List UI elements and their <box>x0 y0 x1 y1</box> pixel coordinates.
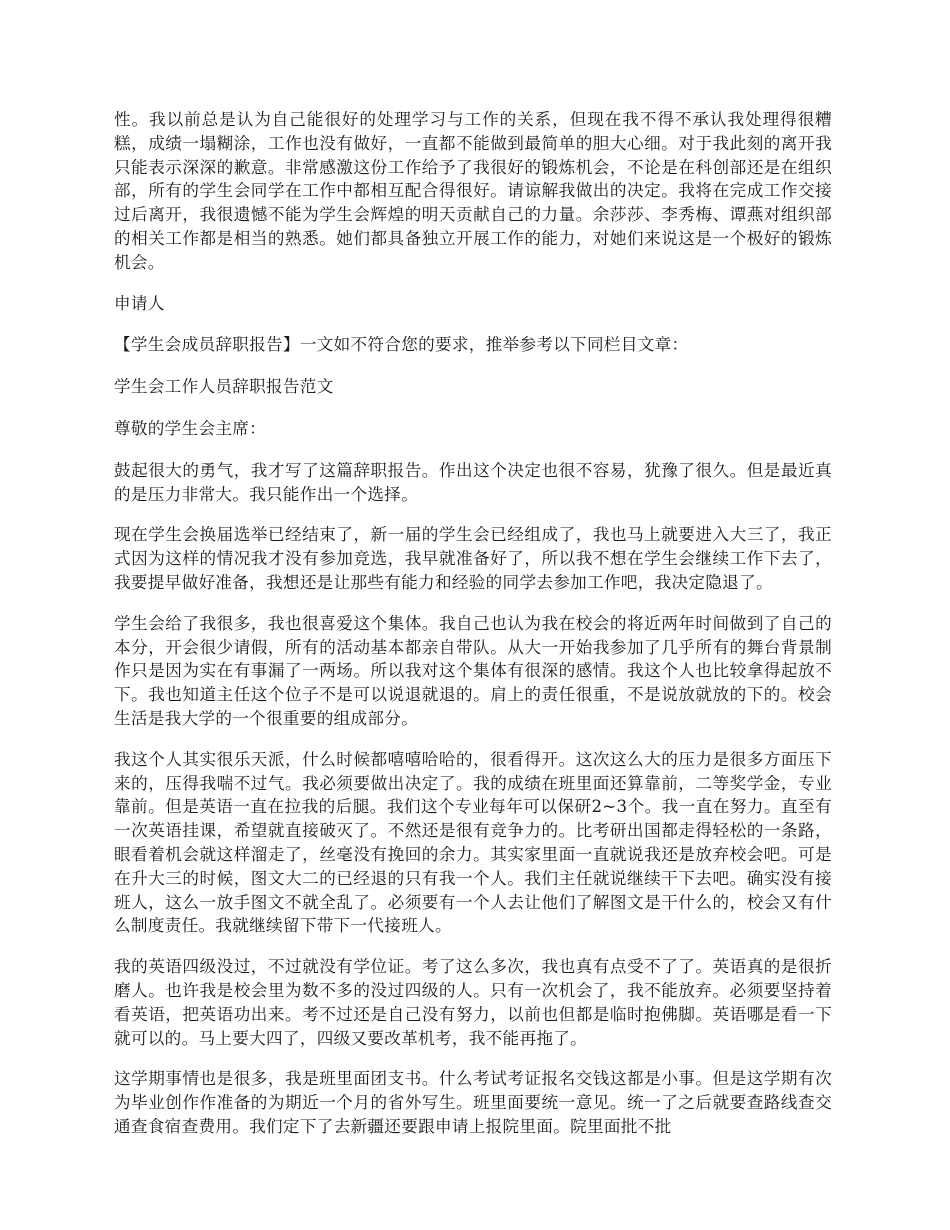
paragraph-semester: 这学期事情也是很多，我是班里面团支书。什么考试考证报名交钱这都是小事。但是这学期有次为毕业创作作准备的为期近一个月的省外写生。班里面要统一意见。统一了之后就要查路线查交通查食宿查费用。我们定下了去新疆还要跟申请上报院里面。院里面批不批 <box>114 1069 832 1136</box>
applicant-signature: 申请人 <box>114 293 165 313</box>
related-articles-note: 【学生会成员辞职报告】一文如不符合您的要求，推举参考以下同栏目文章： <box>114 335 689 355</box>
salutation: 尊敬的学生会主席： <box>114 418 267 438</box>
paragraph-courage: 鼓起很大的勇气，我才写了这篇辞职报告。作出这个决定也很不容易，犹豫了很久。但是最近真的是压力非常大。我只能作出一个选择。 <box>114 460 832 504</box>
paragraph-resignation-continued: 性。我以前总是认为自己能很好的处理学习与工作的关系，但现在我不得不承认我处理得很糟糕，成绩一塌糊涂，工作也没有做好，一直都不能做到最简单的胆大心细。对于我此刻的离开我只能表示深深的歉意。非常感激这份工作给予了我很好的锻炼机会，不论是在科创部还是在组织部，所有的学生会同学在工作中都相互配合得很好。请谅解我做出的决定。我将在完成工作交接过后离开，我很遗憾不能为学生会辉煌的明天贡献自己的力量。余莎莎、李秀梅、谭燕对组织部的相关工作都是相当的熟悉。她们都具备独立开展工作的能力，对她们来说这是一个极好的锻炼机会。 <box>114 110 832 272</box>
document-page <box>114 108 832 1156</box>
paragraph-pressure: 我这个人其实很乐天派，什么时候都嘻嘻哈哈的，很看得开。这次这么大的压力是很多方面压下来的，压得我喘不过气。我必须要做出决定了。我的成绩在班里面还算靠前，二等奖学金，专业靠前。但是英语一直在拉我的后腿。我们这个专业每年可以保研2~3个。我一直在努力。直至有一次英语挂课，希望就直接破灭了。不然还是很有竞争力的。比考研出国都走得轻松的一条路，眼看着机会就这样溜走了，丝毫没有挽回的余力。其实家里面一直就说我还是放弃校会吧。可是在升大三的时候，图文大二的已经退的只有我一个人。我们主任就说继续干下去吧。确实没有接班人，这么一放手图文不就全乱了。必须要有一个人去让他们了解图文是干什么的，校会又有什么制度责任。我就继续留下带下一代接班人。 <box>114 749 832 936</box>
article-title: 学生会工作人员辞职报告范文 <box>114 377 334 397</box>
paragraph-english-exam: 我的英语四级没过，不过就没有学位证。考了这么多次，我也真有点受不了了。英语真的是很折磨人。也许我是校会里为数不多的没过四级的人。只有一次机会了，我不能放弃。必须要坚持着看英语，把英语功出来。考不过还是自己没有努力，以前也但都是临时抱佛脚。英语哪是看一下就可以的。马上要大四了，四级又要改革机考，我不能再拖了。 <box>114 957 832 1048</box>
paragraph-election: 现在学生会换届选举已经结束了，新一届的学生会已经组成了，我也马上就要进入大三了，我正式因为这样的情况我才没有参加竞选，我早就准备好了，所以我不想在学生会继续工作下去了，我要提早做好准备，我想还是让那些有能力和经验的同学去参加工作吧，我决定隐退了。 <box>114 525 832 592</box>
paragraph-collective: 学生会给了我很多，我也很喜爱这个集体。我自己也认为我在校会的将近两年时间做到了自己的本分，开会很少请假，所有的活动基本都亲自带队。从大一开始我参加了几乎所有的舞台背景制作只是因为实在有事漏了一两场。所以我对这个集体有很深的感情。我这个人也比较拿得起放不下。我也知道主任这个位子不是可以说退就退的。肩上的责任很重，不是说放就放的下的。校会生活是我大学的一个很重要的组成部分。 <box>114 613 832 728</box>
